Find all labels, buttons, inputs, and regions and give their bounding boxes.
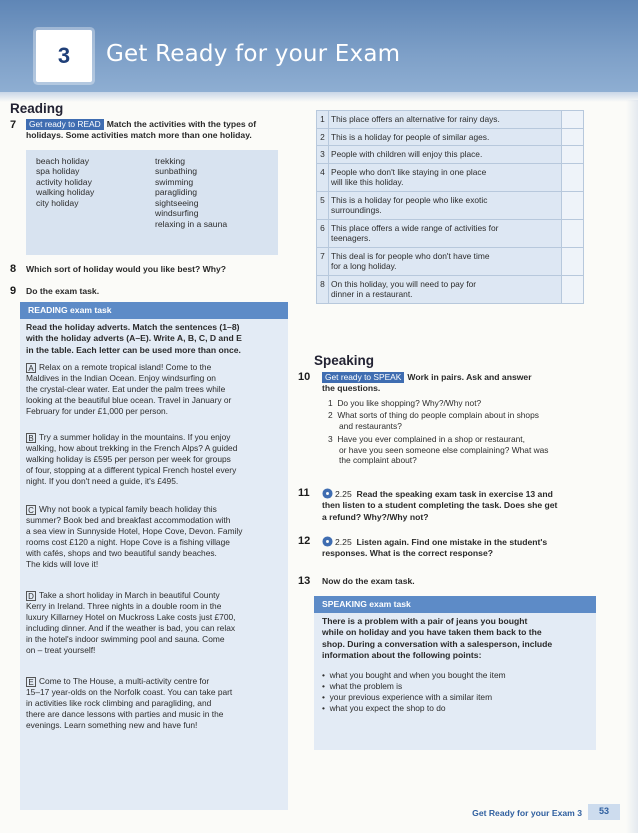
sentence-number: 2 (317, 128, 329, 146)
advert-line: walking, how about trekking in the French Alps? A guided (26, 443, 238, 453)
question-1 (328, 398, 598, 409)
advert-letter: B (26, 433, 36, 443)
audio-cd-icon (322, 536, 333, 547)
ex12-line: responses. What is the correct response? (322, 548, 493, 559)
advert-line: with cafés, shops and two beautiful sandy beaches. (26, 547, 217, 558)
holiday-types-list (34, 156, 151, 249)
ex10-instructions (322, 372, 592, 395)
question-line: and restaurants? (339, 420, 402, 431)
advert-letter: A (26, 363, 36, 373)
sentence-line: This deal is for people who don't have time (331, 250, 490, 261)
ex8-text: Which sort of holiday would you like best? Why? (26, 264, 227, 274)
ex7-number: 7 (10, 119, 17, 131)
sentence-text (329, 275, 562, 303)
unit-title: Get Ready for your Exam (106, 41, 401, 67)
question-number: 2 (328, 410, 333, 420)
ex8-number: 8 (10, 263, 17, 275)
advert-line: February for under £1,000 per person. (26, 405, 168, 416)
advert-letter: E (26, 677, 36, 687)
answer-cell[interactable] (562, 219, 584, 247)
sentence-line: People who don't like staying in one place (331, 166, 487, 177)
advert-letter: C (26, 505, 36, 515)
activity: sunbathing (155, 166, 198, 177)
ex12-number: 12 (298, 535, 311, 547)
task-line: while on holiday and you have taken them back to the (322, 627, 542, 638)
answer-cell[interactable] (562, 163, 584, 191)
task-line: shop. During a conversation with a salesperson, include (322, 638, 553, 649)
advert-line: Take a short holiday in March in beautiful County (39, 590, 220, 600)
bullet-item: • what you expect the shop to do (322, 702, 446, 713)
answer-cell[interactable] (562, 128, 584, 146)
bullet-text: what you bought and when you bought the item (329, 670, 506, 680)
sentence-number: 6 (317, 219, 329, 247)
advert-line: of four, stopping at a different typical French hostel every (26, 464, 237, 475)
bullet-text: what you expect the shop to do (329, 702, 446, 713)
unit-number: 3 (36, 30, 92, 82)
activity: trekking (155, 156, 186, 166)
sentence-text (329, 219, 562, 247)
table-row (317, 191, 584, 219)
sentence-text (329, 163, 562, 191)
advert-letter: D (26, 591, 36, 601)
holiday-type: spa holiday (36, 166, 80, 177)
speaking-task-heading: SPEAKING exam task (314, 596, 596, 613)
ex12-instructions (322, 536, 594, 560)
holiday-type: walking holiday (36, 187, 95, 198)
get-ready-speak-tag: Get ready to SPEAK (322, 372, 404, 383)
advert-line: there are dance lessons with parties and music in the (26, 708, 224, 719)
sentence-number: 8 (317, 275, 329, 303)
ex11-number: 11 (298, 487, 310, 499)
sentence-line: dinner in a restaurant. (331, 289, 413, 299)
reading-task-heading: READING exam task (20, 302, 288, 319)
sentence-line: teenagers. (331, 233, 371, 243)
advert-d (26, 590, 284, 656)
question-line: the complaint about? (339, 455, 417, 465)
audio-cd-icon (322, 488, 333, 499)
ex11-line: a refund? Why?/Why not? (322, 511, 429, 522)
advert-line: the crystal-clear water. Eat under the palm trees while (26, 383, 226, 394)
sentence-number: 7 (317, 247, 329, 275)
question-line: What sorts of thing do people complain about in shops (337, 410, 539, 420)
advert-line: summer? Book bed and breakfast accommodation with (26, 515, 231, 525)
table-row (317, 275, 584, 303)
table-row (317, 247, 584, 275)
task-line: There is a problem with a pair of jeans you bought (322, 616, 528, 626)
holiday-type: activity holiday (36, 176, 92, 187)
question-number: 3 (328, 434, 333, 444)
ex13-text: Now do the exam task. (322, 576, 415, 586)
advert-line: luxury Killarney Hotel on Muckross Lake costs just £700, (26, 611, 236, 622)
footer-label: Get Ready for your Exam 3 (472, 808, 582, 818)
task-instr-line: Read the holiday adverts. Match the sentences (1–8) (26, 322, 240, 332)
answer-cell[interactable] (562, 146, 584, 164)
advert-line: a sea view in Sunnyside Hotel, Hope Cove, Devon. Family (26, 525, 243, 536)
question-number: 1 (328, 398, 333, 408)
ex9-number: 9 (10, 285, 17, 297)
advert-line: in activities like rock climbing and paragliding, and (26, 697, 212, 708)
advert-line: Kerry in Ireland. Three nights in a double room in the (26, 601, 222, 611)
sentences-table (316, 110, 584, 304)
activity: sightseeing (155, 197, 199, 208)
holiday-type: city holiday (36, 197, 79, 208)
speaking-heading: Speaking (314, 353, 375, 368)
advert-line: 15–17 year-olds on the Norfolk coast. You can take part (26, 687, 233, 697)
sentence-line: This place offers a wide range of activities for (331, 222, 499, 233)
advert-a (26, 362, 284, 417)
ex7-instructions (26, 119, 286, 142)
activity: windsurfing (155, 208, 199, 219)
table-row (317, 163, 584, 191)
sentence-number: 3 (317, 146, 329, 164)
get-ready-read-tag: Get ready to READ (26, 119, 104, 130)
bullet-text: your previous experience with a similar item (329, 691, 493, 702)
activity: swimming (155, 176, 194, 187)
sentence-line: On this holiday, you will need to pay for (331, 278, 477, 289)
answer-cell[interactable] (562, 275, 584, 303)
question-3 (328, 434, 598, 466)
advert-line: Why not book a typical family beach holiday this (39, 504, 217, 514)
task-line: information about the following points: (322, 650, 482, 661)
advert-line: on – treat yourself! (26, 644, 96, 655)
activity-match-box (26, 150, 278, 255)
sentence-line: This place offers an alternative for rainy days. (331, 114, 500, 124)
advert-line: night. If you don't need a guide, it's £495. (26, 475, 179, 486)
advert-line: walking holiday is £595 per person per week for groups (26, 453, 231, 464)
advert-c (26, 504, 284, 570)
bullet-item: • what the problem is (322, 680, 403, 691)
table-row (317, 219, 584, 247)
ex12-line: Listen again. Find one mistake in the student's (356, 537, 548, 547)
ex11-instructions (322, 488, 594, 523)
sentence-number: 1 (317, 111, 329, 129)
task-instr-line: with the holiday adverts (A–E). Write A, B, C, D and E (26, 333, 242, 344)
advert-line: looking at the beautiful blue ocean. Travel in January or (26, 394, 232, 405)
bullet-item: • what you bought and when you bought the item (322, 670, 506, 680)
advert-line: Try a summer holiday in the mountains. If you enjoy (39, 432, 231, 442)
ex7-line1: Match the activities with the types of (106, 119, 257, 129)
activity: relaxing in a sauna (155, 218, 228, 229)
advert-line: Relax on a remote tropical island! Come to the (39, 362, 212, 372)
advert-line: Come to The House, a multi-activity centre for (39, 676, 210, 686)
sentence-text (329, 191, 562, 219)
bullet-text: what the problem is (329, 680, 403, 691)
question-2 (328, 410, 598, 431)
advert-line: rooms cost £120 a night. Hope Cove is a fishing village (26, 536, 230, 547)
ex13-number: 13 (298, 575, 311, 587)
advert-line: in the hotel's indoor swimming pool and sauna. Come (26, 633, 225, 644)
audio-track: 2.25 (335, 537, 352, 547)
reading-task-instructions (26, 322, 284, 356)
advert-line: Maldives in the Indian Ocean. Enjoy windsurfing on (26, 373, 216, 383)
ex10-line1: Work in pairs. Ask and answer (407, 372, 532, 382)
sentence-text (329, 111, 562, 129)
sentence-text (329, 247, 562, 275)
ex11-line: Read the speaking exam task in exercise 13 and (356, 489, 553, 499)
sentence-line: will like this holiday. (331, 177, 404, 187)
bullet-item: • your previous experience with a similar item (322, 691, 493, 702)
advert-b (26, 432, 284, 487)
holiday-type: beach holiday (36, 156, 90, 166)
sentence-line: People with children will enjoy this place. (331, 149, 483, 159)
answer-cell[interactable] (562, 191, 584, 219)
advert-line: The kids will love it! (26, 558, 99, 569)
sentence-line: for a long holiday. (331, 261, 397, 271)
sentence-number: 4 (317, 163, 329, 191)
page-edge-shade (626, 100, 638, 833)
sentence-line: This is a holiday for people of similar ages. (331, 131, 490, 142)
sentence-line: surroundings. (331, 205, 382, 215)
ex10-number: 10 (298, 371, 311, 383)
reading-heading: Reading (10, 101, 64, 116)
advert-line: including dinner. And if the weather is bad, you can relax (26, 622, 236, 633)
advert-line: evenings. Learn something new and have fun! (26, 719, 198, 730)
sentence-text (329, 146, 562, 164)
sentence-line: This is a holiday for people who like exotic (331, 194, 488, 205)
question-line: Have you ever complained in a shop or restaurant, (337, 434, 525, 444)
audio-track: 2.25 (335, 489, 352, 499)
ex11-line: then listen to a student completing the task. Does she get (322, 500, 558, 511)
page-number: 53 (588, 804, 620, 820)
answer-cell[interactable] (562, 111, 584, 129)
ex7-line2: holidays. Some activities match more than one holiday. (26, 130, 252, 141)
advert-e (26, 676, 284, 731)
table-row (317, 146, 584, 164)
banner-fade (0, 92, 638, 102)
ex10-line2: the questions. (322, 383, 381, 394)
sentence-text (329, 128, 562, 146)
speaking-task-bullets (322, 670, 592, 714)
answer-cell[interactable] (562, 247, 584, 275)
ex9-text: Do the exam task. (26, 286, 100, 296)
sentence-number: 5 (317, 191, 329, 219)
table-row (317, 111, 584, 129)
table-row (317, 128, 584, 146)
speaking-task-text (322, 616, 594, 661)
task-instr-line: in the table. Each letter can be used more than once. (26, 344, 241, 355)
activities-list (151, 156, 270, 249)
activity: paragliding (155, 187, 198, 198)
question-line: or have you seen someone else complaining? What was (339, 444, 549, 455)
question-line: Do you like shopping? Why?/Why not? (337, 398, 482, 408)
